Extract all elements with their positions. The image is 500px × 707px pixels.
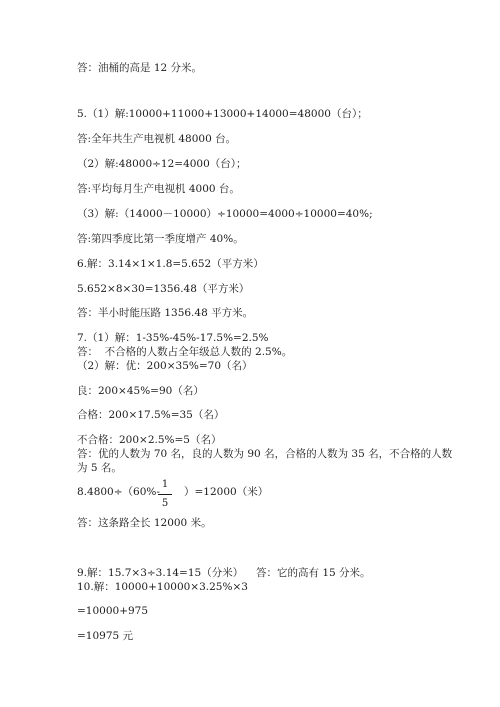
- answer-oil-barrel-height: 答：油桶的高是 12 分米。: [77, 62, 203, 74]
- q7-part2-fail: 不合格：200×2.5%=5（名）: [77, 434, 222, 446]
- fraction-bar: [158, 494, 172, 495]
- q5-part1-solution: 5.（1）解:10000+11000+13000+14000=48000（台）；: [77, 108, 368, 120]
- q9-solution: 9.解：15.7×3÷3.14=15（分米）: [77, 567, 244, 579]
- q8-fraction: [158, 479, 172, 510]
- q6-solution-step2: 5.652×8×30=1356.48（平方米）: [77, 283, 250, 295]
- q7-part2-pass: 合格：200×17.5%=35（名）: [77, 409, 225, 421]
- q10-solution-step3: =10975 元: [77, 630, 134, 642]
- q10-solution-step1: 10.解：10000+10000×3.25%×3: [77, 581, 248, 593]
- q5-part1-answer: 答:全年共生产电视机 48000 台。: [77, 133, 237, 145]
- q6-solution-step1: 6.解：3.14×1×1.8=5.652（平方米）: [77, 258, 264, 270]
- q10-solution-step2: =10000+975: [77, 605, 149, 617]
- q8-answer: 答：这条路全长 12000 米。: [77, 517, 212, 529]
- q7-part2-answer-line1: 答：优的人数为 70 名，良的人数为 90 名，合格的人数为 35 名，不合格的人数: [77, 448, 453, 460]
- q7-part2-answer-line2: 为 5 名。: [77, 462, 122, 474]
- q8-solution-left: 8.4800÷（60%-: [77, 486, 160, 498]
- q5-part3-solution: （3）解:（14000－10000）÷10000=4000÷10000=40%;: [77, 208, 373, 220]
- q5-part2-solution: （2）解:48000÷12=4000（台）；: [77, 158, 247, 170]
- q7-part2-good: 良：200×45%=90（名）: [77, 385, 204, 397]
- q9-answer: 答：它的高有 15 分米。: [256, 567, 371, 579]
- q7-part1-answer: 答： 不合格的人数占全年级总人数的 2.5%。: [77, 346, 293, 358]
- fraction-denominator: 5: [161, 498, 169, 509]
- q8-solution-right: ）=12000（米）: [184, 486, 269, 498]
- q5-part3-answer: 答:第四季度比第一季度增产 40%。: [77, 233, 244, 245]
- fraction-numerator: 1: [161, 479, 169, 490]
- q5-part2-answer: 答:平均每月生产电视机 4000 台。: [77, 183, 240, 195]
- q7-part2-excellent: （2）解：优：200×35%=70（名）: [77, 360, 253, 372]
- q6-answer: 答：半小时能压路 1356.48 平方米。: [77, 307, 254, 319]
- q7-part1-solution: 7.（1）解：1-35%-45%-17.5%=2.5%: [77, 332, 269, 344]
